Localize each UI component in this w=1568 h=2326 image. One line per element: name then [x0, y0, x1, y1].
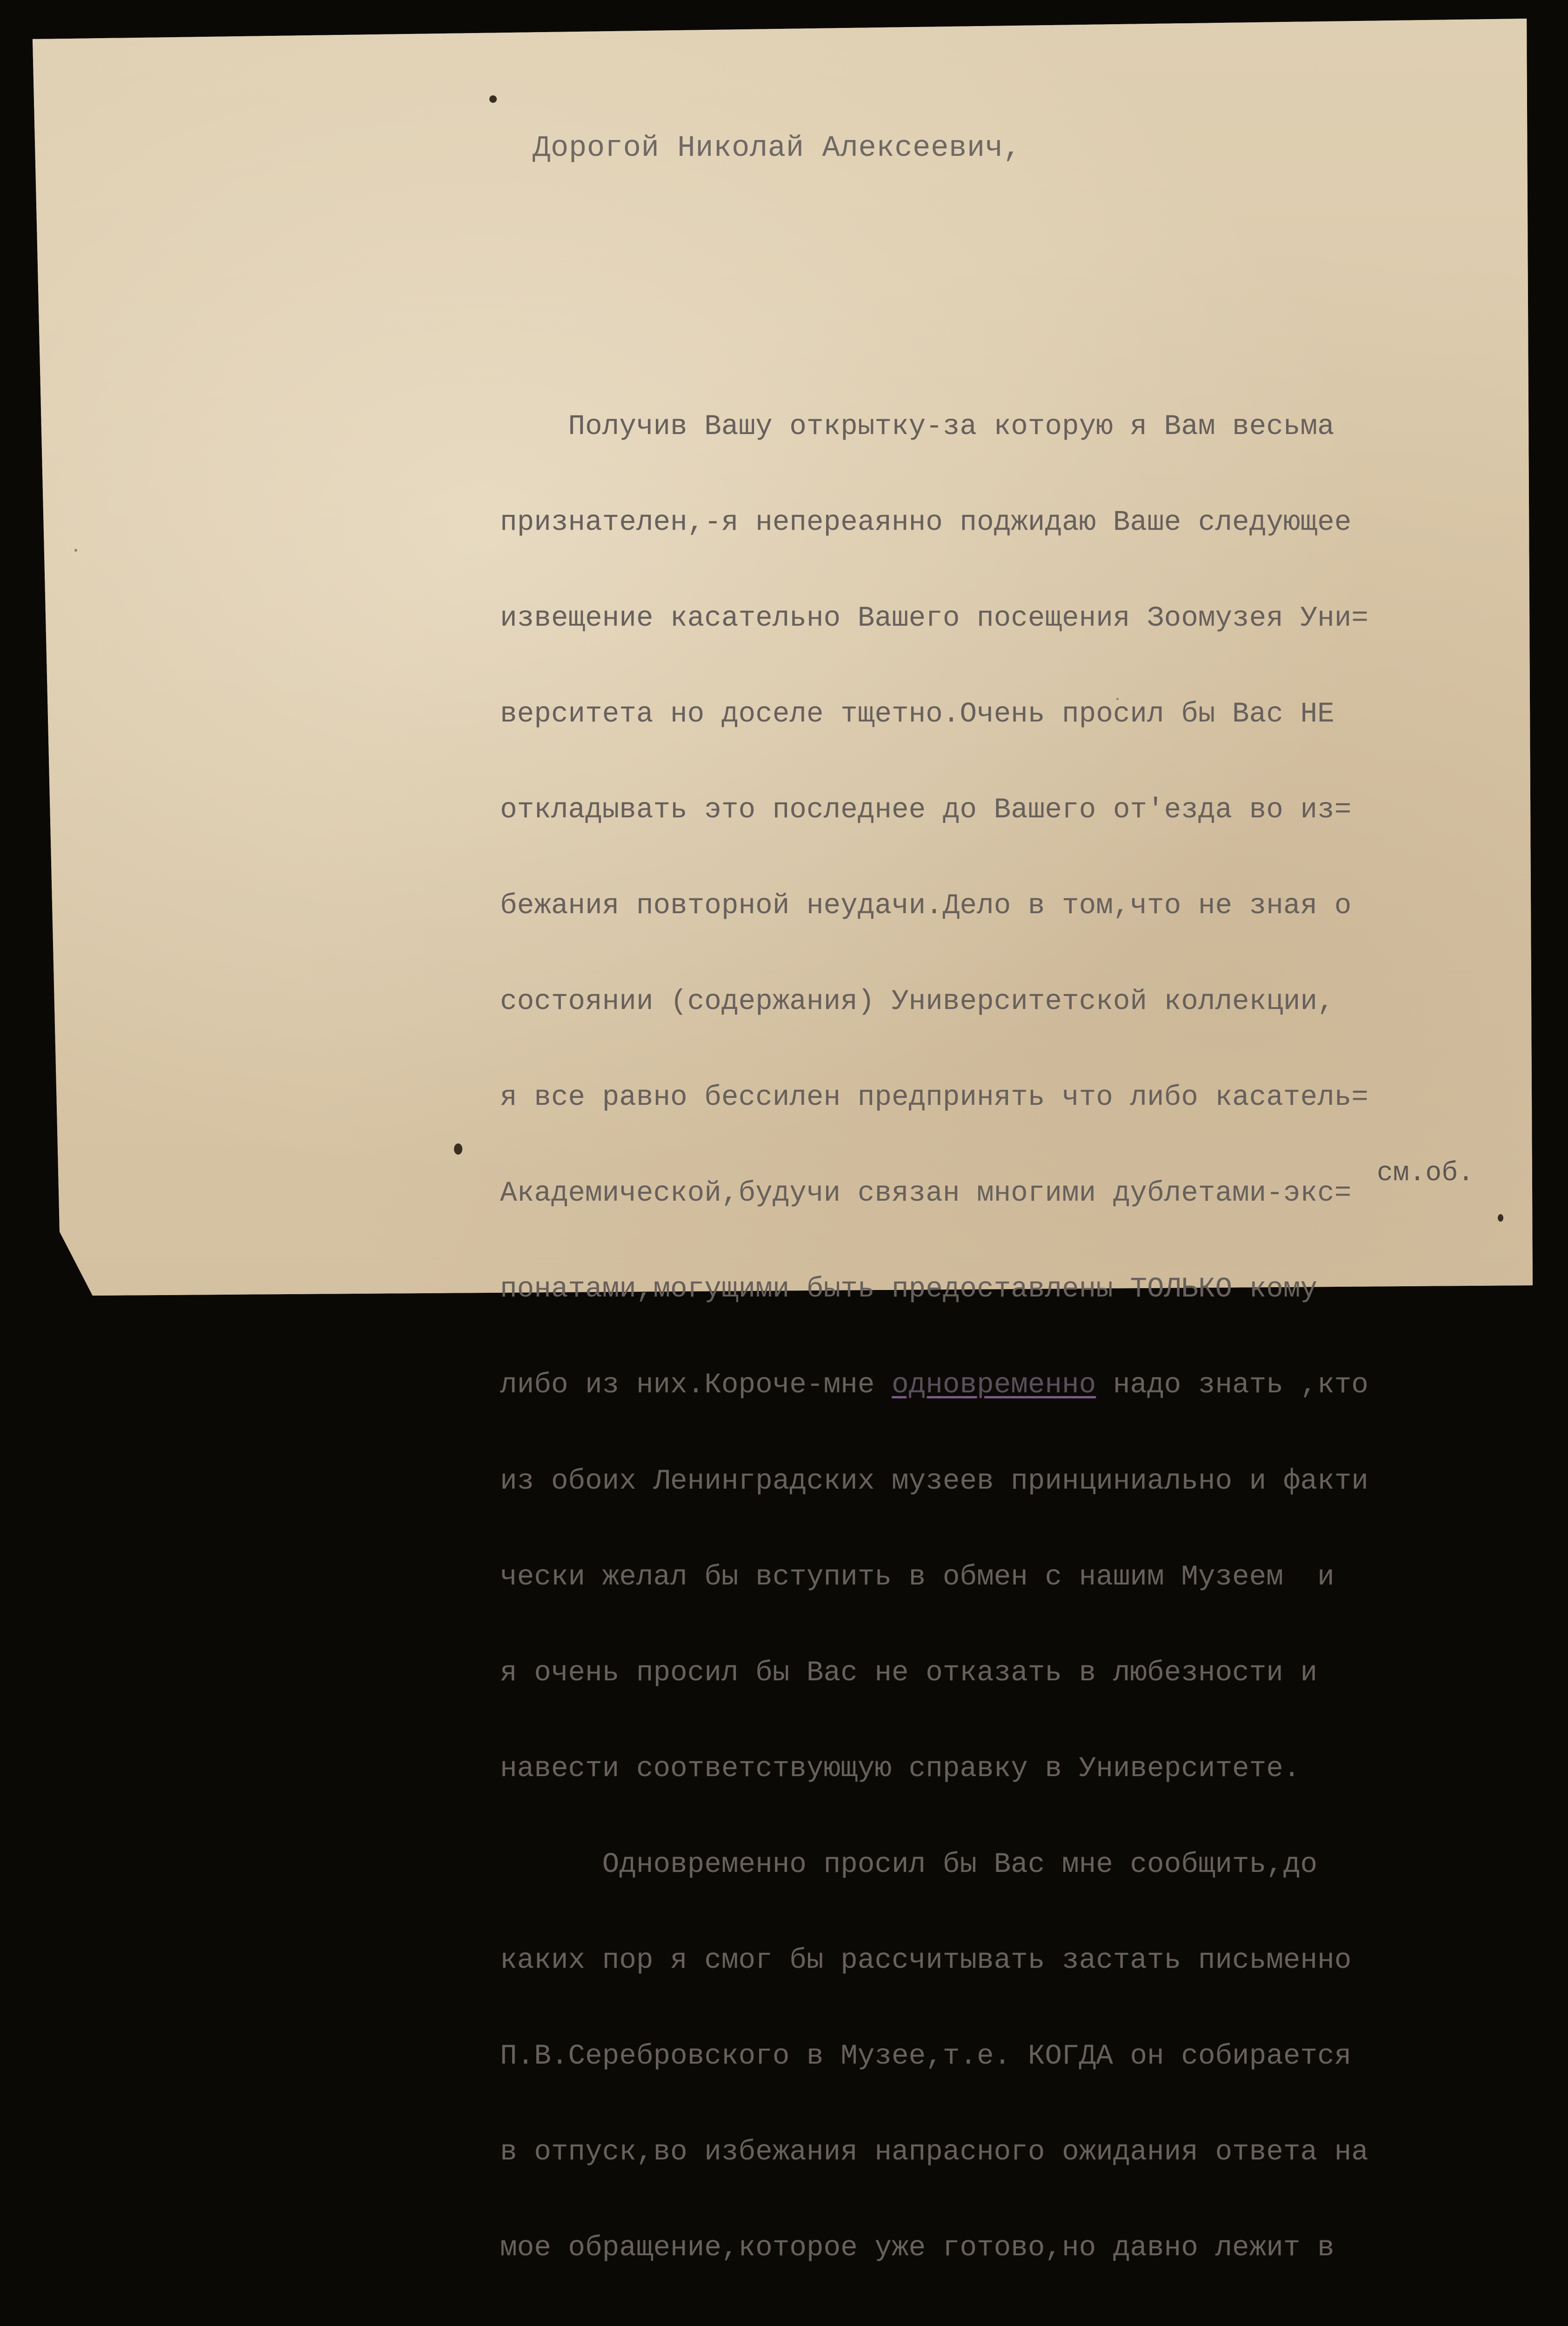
body-line: Получив Вашу открытку-за которую я Вам весьма — [500, 410, 1334, 443]
body-line: Одновременно просил бы Вас мне сообщить,до — [500, 1848, 1318, 1881]
body-line: признателен,-я непереаянно поджидаю Ваше следующее — [500, 506, 1352, 539]
body-line: П.В.Серебровского в Музее,т.е. КОГДА он собирается — [500, 2040, 1352, 2073]
body-line: навести соответствующую справку в Университете. — [500, 1752, 1301, 1785]
underlined-word: одновременно — [891, 1369, 1096, 1402]
body-line: чески желал бы вступить в обмен с нашим Музеем и — [500, 1561, 1334, 1593]
body-line: верситета но доселе тщетно.Очень просил бы Вас НЕ — [500, 698, 1334, 730]
letter-body — [500, 251, 1368, 2326]
body-line: каких пор я смог бы рассчитывать застать письменно — [500, 1945, 1352, 1977]
paper-speck — [1498, 1214, 1503, 1222]
body-line: бежания повторной неудачи.Дело в том,что не зная о — [500, 889, 1352, 922]
body-line: Академической,будучи связан многими дублетами-экс= — [500, 1177, 1352, 1210]
paper-speck — [74, 549, 77, 552]
blank-line — [500, 315, 1368, 347]
body-line: я все равно бессилен предпринять что либо касатель= — [500, 1082, 1368, 1114]
paper-speck — [489, 95, 497, 103]
body-line: мое обращение,которое уже готово,но давно лежит в — [500, 2232, 1334, 2265]
overleaf-note: см.об. — [1377, 1158, 1474, 1189]
body-line: из обоих Ленинградских музеев принциниально и факти — [500, 1465, 1368, 1497]
underline-suffix: надо знать ,кто — [1096, 1369, 1368, 1402]
body-line: понатами,могущими быть предоставлены ТОЛЬКО кому — [500, 1273, 1318, 1306]
body-line: я очень просил бы Вас не отказать в любезности и — [500, 1657, 1318, 1689]
letter-greeting: Дорогой Николай Алексеевич, — [533, 132, 1021, 165]
body-line: состоянии (содержания) Университетской коллекции, — [500, 986, 1334, 1018]
paper-speck — [454, 1143, 462, 1155]
underline-prefix: либо из них.Короче-мне — [500, 1369, 892, 1402]
body-line: извещение касательно Вашего посещения Зоомузея Уни= — [500, 602, 1368, 635]
body-line: откладывать это последнее до Вашего от'езда во из= — [500, 794, 1352, 826]
body-line: в отпуск,во избежания напрасного ожидания ответа на — [500, 2136, 1368, 2169]
body-line-underlined — [500, 1370, 1368, 1402]
